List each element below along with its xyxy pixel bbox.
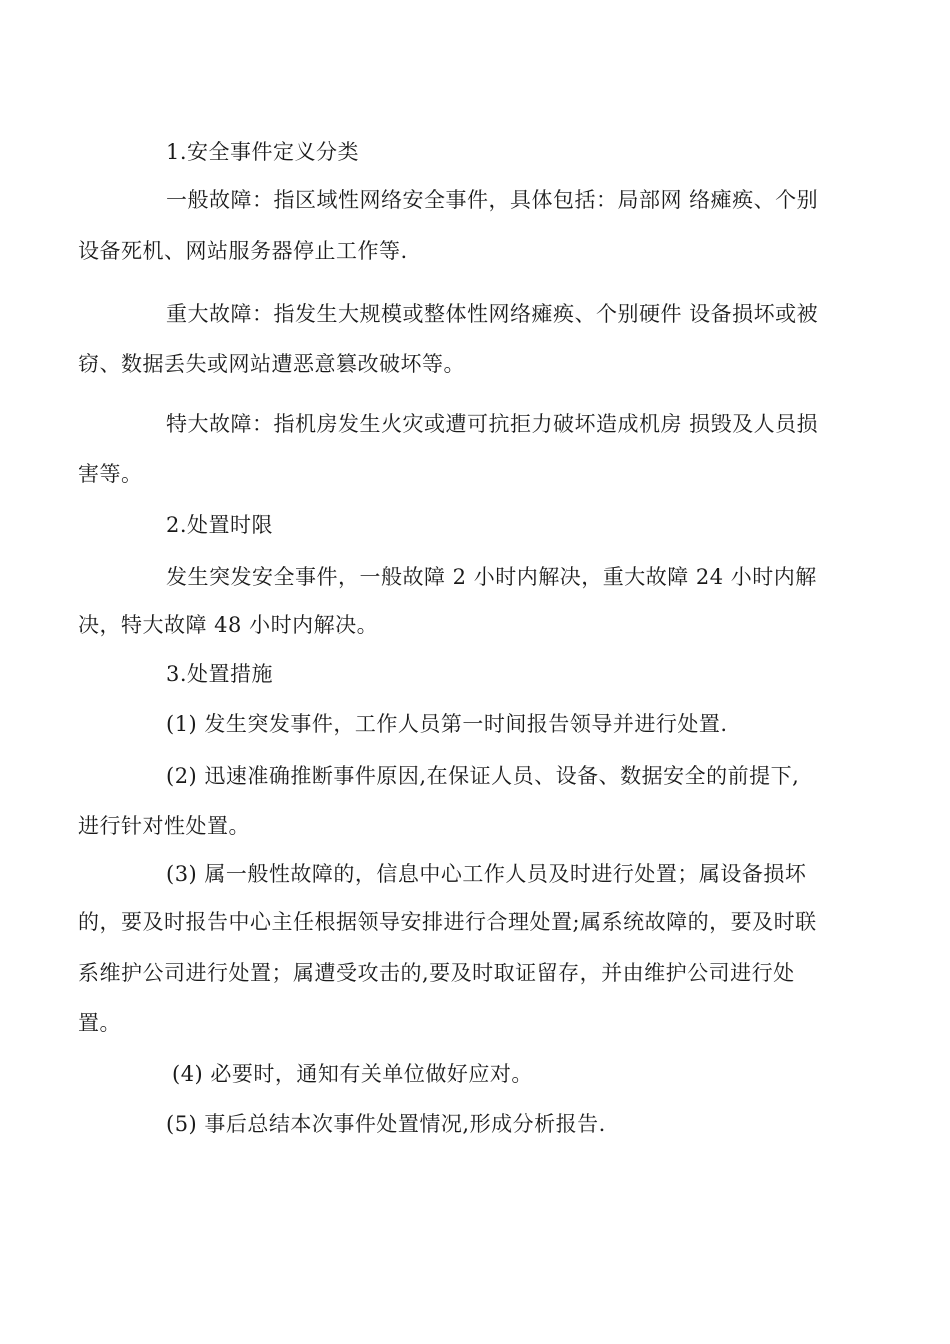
general-fault-line2: 设备死机、网站服务器停止工作等. [78,239,408,263]
measure-item-3-line2: 的，要及时报告中心主任根据领导安排进行合理处置;属系统故障的，要及时联 [78,910,817,934]
measure-item-5: (5) 事后总结本次事件处置情况,形成分析报告. [166,1112,606,1136]
major-fault-line1: 重大故障：指发生大规模或整体性网络瘫痪、个别硬件 设备损坏或被 [166,302,819,326]
section1-heading: 1.安全事件定义分类 [166,140,360,164]
severe-fault-line2: 害等。 [78,462,143,486]
measure-item-2-line1: (2) 迅速准确推断事件原因,在保证人员、设备、数据安全的前提下, [166,764,800,788]
measure-item-3-line4: 置。 [78,1011,121,1035]
measure-item-4: (4) 必要时，通知有关单位做好应对。 [172,1062,533,1086]
general-fault-line1: 一般故障：指区域性网络安全事件，具体包括：局部网 络瘫痪、个别 [166,188,819,212]
section2-heading: 2.处置时限 [166,513,274,537]
time-limit-line1: 发生突发安全事件，一般故障 2 小时内解决，重大故障 24 小时内解 [166,565,817,589]
measure-item-3-line1: (3) 属一般性故障的，信息中心工作人员及时进行处置；属设备损坏 [166,862,807,886]
major-fault-line2: 窃、数据丢失或网站遭恶意篡改破坏等。 [78,352,465,376]
time-limit-line2: 决，特大故障 48 小时内解决。 [78,613,379,637]
measure-item-1: (1) 发生突发事件，工作人员第一时间报告领导并进行处置. [166,712,728,736]
measure-item-3-line3: 系维护公司进行处置；属遭受攻击的,要及时取证留存，并由维护公司进行处 [78,961,795,985]
measure-item-2-line2: 进行针对性处置。 [78,814,250,838]
severe-fault-line1: 特大故障：指机房发生火灾或遭可抗拒力破坏造成机房 损毁及人员损 [166,412,819,436]
section3-heading: 3.处置措施 [166,662,274,686]
